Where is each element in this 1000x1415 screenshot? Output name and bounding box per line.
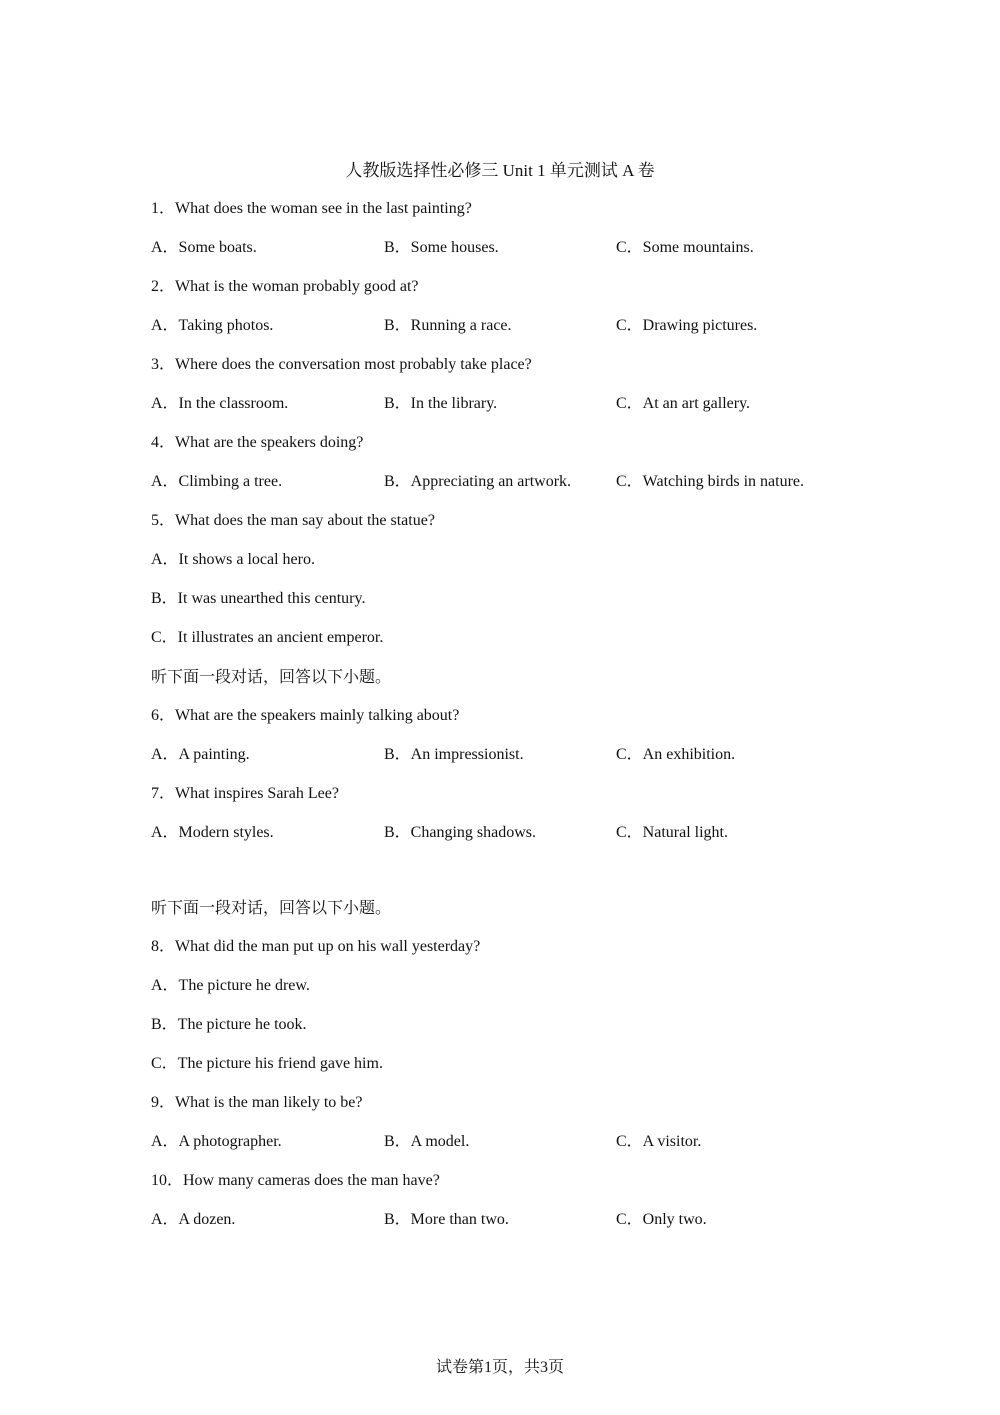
q2-option-c: C．Drawing pictures. (616, 317, 758, 334)
question-10: 10．How many cameras does the man have? (151, 1172, 440, 1189)
question-9: 9．What is the man likely to be? (151, 1094, 363, 1111)
question-7: 7．What inspires Sarah Lee? (151, 785, 339, 802)
question-4: 4．What are the speakers doing? (151, 434, 364, 451)
q9-option-a: A．A photographer. (151, 1133, 282, 1150)
question-1: 1．What does the woman see in the last painting? (151, 200, 472, 217)
q4-option-c: C．Watching birds in nature. (616, 473, 805, 490)
page-footer: 试卷第1页，共3页 (435, 1359, 564, 1376)
q3-option-a: A．In the classroom. (151, 395, 289, 412)
q7-option-c: C．Natural light. (616, 824, 728, 841)
q5-option-a: A．It shows a local hero. (151, 551, 315, 568)
question-6: 6．What are the speakers mainly talking about? (151, 707, 460, 724)
q2-option-a: A．Taking photos. (151, 317, 274, 334)
q3-option-b: B．In the library. (384, 395, 498, 412)
question-5: 5．What does the man say about the statue? (151, 512, 435, 529)
question-2: 2．What is the woman probably good at? (151, 278, 419, 295)
exam-title: 人教版选择性必修三 Unit 1 单元测试 A 卷 (345, 161, 655, 180)
q6-option-b: B．An impressionist. (384, 746, 524, 763)
q8-option-b: B．The picture he took. (151, 1016, 307, 1033)
q3-option-c: C．At an art gallery. (616, 395, 751, 412)
q10-option-a: A．A dozen. (151, 1211, 236, 1228)
q7-option-a: A．Modern styles. (151, 824, 274, 841)
q4-option-b: B．Appreciating an artwork. (384, 473, 572, 490)
q8-option-c: C．The picture his friend gave him. (151, 1055, 383, 1072)
q5-option-c: C．It illustrates an ancient emperor. (151, 629, 384, 646)
q6-option-a: A．A painting. (151, 746, 250, 763)
q1-option-a: A．Some boats. (151, 239, 257, 256)
q1-option-c: C．Some mountains. (616, 239, 754, 256)
q9-option-c: C．A visitor. (616, 1133, 702, 1150)
question-8: 8．What did the man put up on his wall yesterday? (151, 938, 481, 955)
q6-option-c: C．An exhibition. (616, 746, 736, 763)
q10-option-b: B．More than two. (384, 1211, 509, 1228)
q8-option-a: A．The picture he drew. (151, 977, 310, 994)
question-3: 3．Where does the conversation most probably take place? (151, 356, 532, 373)
q1-option-b: B．Some houses. (384, 239, 499, 256)
section-instruction-1: 听下面一段对话，回答以下小题。 (151, 667, 392, 686)
q9-option-b: B．A model. (384, 1133, 470, 1150)
section-instruction-2: 听下面一段对话，回答以下小题。 (151, 898, 392, 917)
q4-option-a: A．Climbing a tree. (151, 473, 283, 490)
q10-option-c: C．Only two. (616, 1211, 707, 1228)
q5-option-b: B．It was unearthed this century. (151, 590, 366, 607)
q7-option-b: B．Changing shadows. (384, 824, 537, 841)
q2-option-b: B．Running a race. (384, 317, 512, 334)
